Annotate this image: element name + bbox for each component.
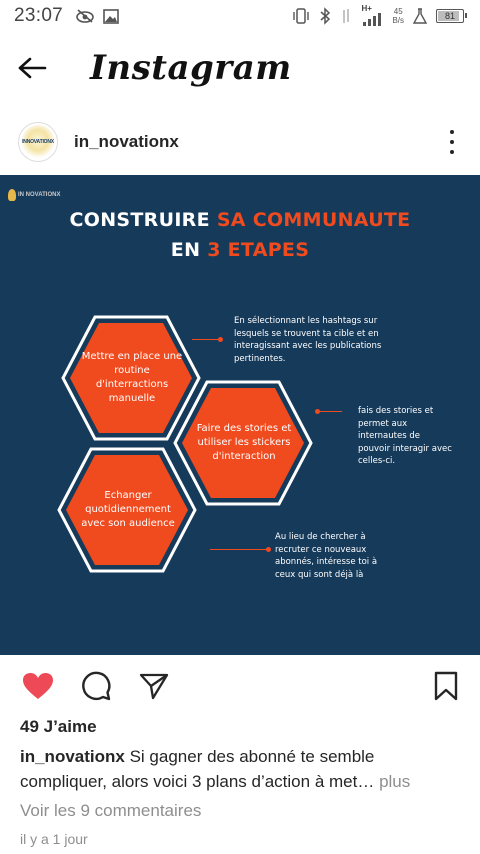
caption-username[interactable]: in_novationx [20, 747, 125, 766]
more-dot [450, 140, 454, 144]
title-white-2: EN [170, 239, 201, 261]
arrow-left-icon [17, 57, 47, 79]
connector-1 [192, 339, 220, 340]
title-white-1: CONSTRUIRE [69, 209, 210, 231]
data-arrows-icon [340, 7, 352, 25]
heart-icon [22, 672, 54, 700]
battery-icon [436, 9, 464, 23]
gallery-icon [103, 9, 119, 24]
signal-indicator [361, 6, 383, 26]
image-title [0, 205, 480, 265]
like-button[interactable] [20, 668, 56, 704]
network-type: H+ [361, 4, 372, 13]
net-speed-unit: B/s [392, 16, 404, 25]
step-3-text: Echanger quotidiennement avec son audience [81, 490, 175, 529]
note-2: fais des stories et permet aux internautes de pouvoir interagir avec celles-ci. [358, 406, 452, 466]
status-time: 23:07 [14, 5, 64, 26]
image-title-line-2 [0, 235, 480, 265]
flask-icon [413, 8, 427, 24]
view-comments-link[interactable]: Voir les 9 commentaires [20, 801, 202, 820]
caption-text: Si gagner des abonné te semble compliquer, alors voici 3 plans d’action à met… [20, 747, 375, 791]
comment-button[interactable] [78, 668, 114, 704]
status-bar [0, 0, 480, 32]
image-title-line-1 [0, 205, 480, 235]
avatar[interactable] [18, 122, 58, 162]
bluetooth-icon [319, 7, 331, 25]
net-speed-value: 45 [393, 7, 403, 16]
instagram-logo: Instagram [90, 48, 292, 88]
save-button[interactable] [428, 668, 464, 704]
image-brand-logo [8, 189, 60, 201]
avatar-text: INNOVATIONX [22, 139, 54, 145]
comment-icon [80, 670, 112, 702]
net-speed [392, 7, 404, 25]
signal-icon [361, 12, 383, 26]
more-dot [450, 130, 454, 134]
connector-2 [318, 411, 342, 412]
image-brand-text: IN NOVATIONX [18, 192, 61, 198]
more-dot [450, 150, 454, 154]
post-header [0, 114, 480, 170]
more-options-button[interactable] [440, 127, 464, 157]
app-header [0, 38, 480, 98]
note-1: En sélectionnant les hashtags sur lesquels se trouvent ta cible et en interagissant avec les publications pertinentes. [234, 316, 382, 364]
avatar-image [21, 125, 55, 159]
title-accent-1: SA COMMUNAUTE [216, 209, 411, 231]
step-1-text: Mettre en place une routine d'interractions manuelle [81, 351, 183, 404]
vibrate-icon [292, 8, 310, 24]
post-image[interactable] [0, 175, 480, 655]
connector-3 [210, 549, 268, 550]
bulb-icon [8, 189, 16, 201]
step-2-text: Faire des stories et utiliser les stickers d'interaction [196, 423, 292, 462]
post-timestamp: il y a 1 jour [20, 831, 88, 847]
likes-count[interactable]: 49 J’aime [20, 717, 97, 736]
caption [20, 744, 460, 794]
status-left-icons [75, 9, 119, 24]
post-username[interactable]: in_novationx [74, 132, 179, 151]
title-accent-2: 3 ETAPES [207, 239, 310, 261]
send-icon [139, 672, 169, 700]
share-button[interactable] [136, 668, 172, 704]
back-button[interactable] [0, 38, 64, 98]
status-right [292, 6, 464, 26]
caption-more-link[interactable]: plus [379, 772, 411, 791]
note-3: Au lieu de chercher à recruter ce nouveaux abonnés, intéresse toi à ceux qui sont déjà là [275, 532, 378, 580]
action-bar [0, 664, 480, 708]
bookmark-icon [433, 671, 459, 701]
eye-off-icon [75, 9, 95, 23]
battery-level: 81 [444, 11, 455, 21]
